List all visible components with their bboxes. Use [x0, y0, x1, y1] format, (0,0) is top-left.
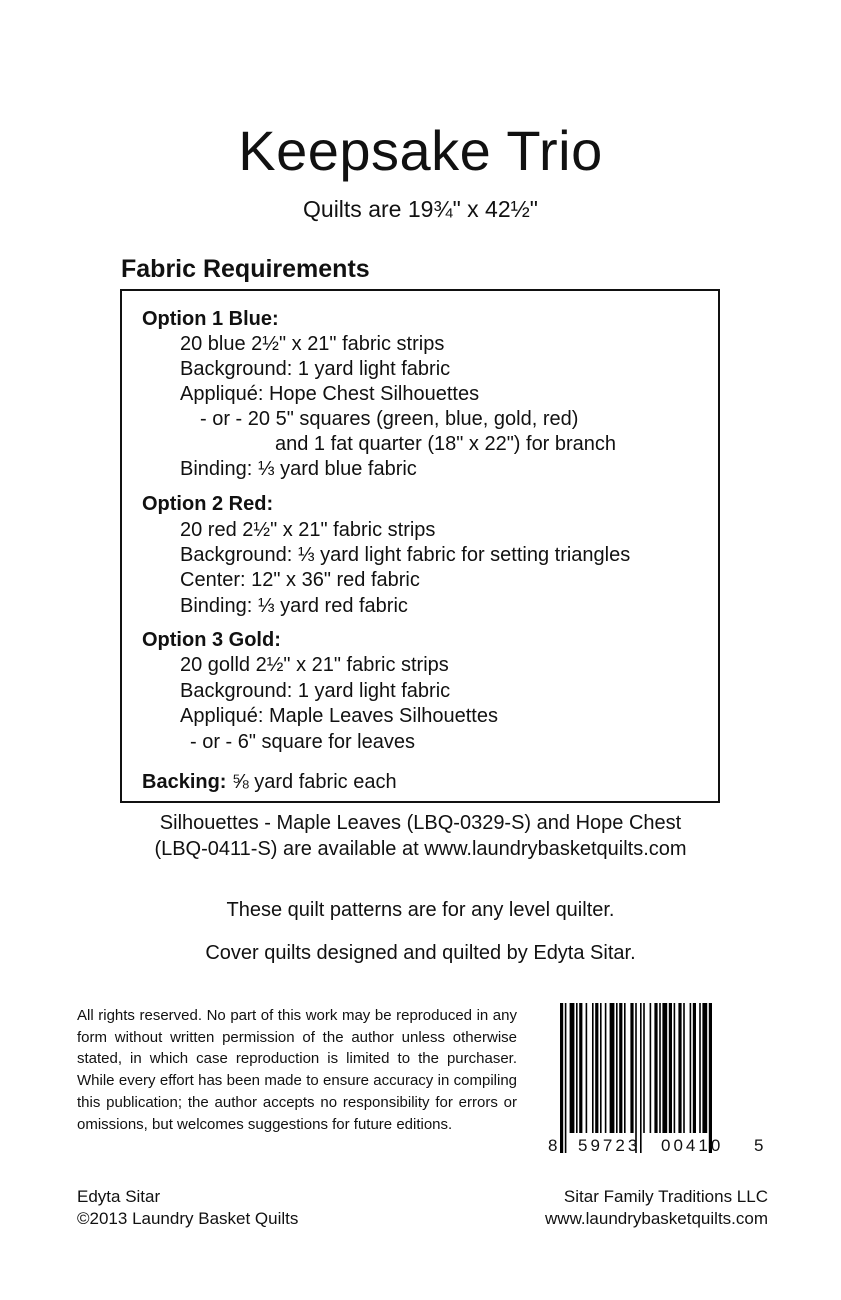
- silhouettes-note-line-2: (LBQ-0411-S) are available at www.laundrybasketquilts.com: [154, 838, 687, 860]
- option-3-line: 20 golld 2½" x 21" fabric strips: [180, 654, 449, 676]
- barcode-bar: [690, 1003, 692, 1133]
- barcode-bar: [702, 1003, 707, 1133]
- barcode-bar: [635, 1003, 637, 1153]
- barcode-bar: [674, 1003, 676, 1133]
- barcode-digit-left: 8: [548, 1136, 558, 1155]
- option-2-line: 20 red 2½" x 21" fabric strips: [180, 519, 436, 541]
- fabric-requirements-heading: Fabric Requirements: [121, 255, 370, 283]
- option-1-line: Appliqué: Hope Chest Silhouettes: [180, 383, 480, 405]
- barcode-bar: [592, 1003, 594, 1133]
- footer-company: Sitar Family Traditions LLC: [563, 1187, 768, 1206]
- backing-line: [142, 770, 397, 794]
- barcode-digits-group-2: 00410: [661, 1136, 724, 1155]
- barcode-graphic: [548, 1003, 766, 1158]
- barcode-bar: [678, 1003, 681, 1133]
- barcode-bar: [624, 1003, 626, 1133]
- option-1-label: Option 1 Blue:: [142, 308, 279, 330]
- barcode-bar: [595, 1003, 598, 1133]
- fabric-requirements-box: [120, 289, 720, 803]
- footer-copyright: ©2013 Laundry Basket Quilts: [77, 1209, 299, 1228]
- barcode-bar: [610, 1003, 615, 1133]
- option-1-line: Binding: ⅓ yard blue fabric: [180, 458, 417, 480]
- barcode-bar: [565, 1003, 567, 1153]
- option-2-line: Center: 12" x 36" red fabric: [180, 569, 420, 591]
- barcode-bar: [576, 1003, 578, 1133]
- barcode-bar: [619, 1003, 622, 1133]
- copyright-notice: All rights reserved. No part of this work may be reproduced in any form without written permission of the author unless otherwise stated, in which case reproduction is limited to the purchaser. While every effort has been made to ensure accuracy in compiling this publication; the author accepts no responsibility for errors or omissions, but welcomes suggestions for future editions.: [77, 1007, 517, 1133]
- barcode-bar: [659, 1003, 661, 1133]
- barcode-bar: [560, 1003, 563, 1153]
- option-2-label: Option 2 Red:: [142, 493, 274, 515]
- barcode-digits-group-1: 59723: [578, 1136, 641, 1155]
- barcode-bar: [586, 1003, 588, 1133]
- barcode-bar: [709, 1003, 712, 1153]
- option-3-line: Background: 1 yard light fabric: [180, 680, 451, 702]
- barcode-bar: [600, 1003, 602, 1133]
- barcode-bar: [643, 1003, 645, 1133]
- barcode-bar: [669, 1003, 672, 1133]
- footer-author: Edyta Sitar: [77, 1187, 161, 1206]
- barcode-digit-right: 5: [754, 1136, 764, 1155]
- option-3-line: - or - 6" square for leaves: [190, 731, 415, 753]
- backing-label: Backing:: [142, 771, 227, 793]
- barcode-bar: [699, 1003, 701, 1133]
- option-3-line: Appliqué: Maple Leaves Silhouettes: [180, 705, 498, 727]
- option-1-line: 20 blue 2½" x 21" fabric strips: [180, 333, 445, 355]
- footer-website: www.laundrybasketquilts.com: [545, 1209, 768, 1228]
- design-note: Cover quilts designed and quilted by Edyta Sitar.: [205, 942, 636, 964]
- backing-value: ⅝ yard fabric each: [232, 771, 397, 793]
- barcode: [548, 1003, 766, 1158]
- page-title: Keepsake Trio: [238, 119, 603, 182]
- option-2-line: Binding: ⅓ yard red fabric: [180, 595, 408, 617]
- barcode-bar: [640, 1003, 642, 1153]
- option-1-line: Background: 1 yard light fabric: [180, 358, 451, 380]
- option-2-line: Background: ⅓ yard light fabric for setting triangles: [180, 544, 631, 566]
- barcode-bar: [605, 1003, 607, 1133]
- option-3-label: Option 3 Gold:: [142, 629, 281, 651]
- silhouettes-note-line-1: Silhouettes - Maple Leaves (LBQ-0329-S) and Hope Chest: [159, 812, 682, 834]
- option-1-line: and 1 fat quarter (18" x 22") for branch: [275, 433, 617, 455]
- quilt-size-subtitle: Quilts are 19¾" x 42½": [303, 196, 538, 222]
- option-1-line: - or - 20 5" squares (green, blue, gold, red): [200, 408, 579, 430]
- barcode-bar: [616, 1003, 618, 1133]
- barcode-bar: [630, 1003, 633, 1133]
- barcode-bar: [570, 1003, 575, 1133]
- level-note: These quilt patterns are for any level quilter.: [226, 899, 615, 921]
- barcode-bar: [654, 1003, 657, 1133]
- barcode-bar: [662, 1003, 667, 1133]
- barcode-bar: [693, 1003, 696, 1133]
- barcode-bar: [650, 1003, 652, 1133]
- barcode-bar: [579, 1003, 582, 1133]
- barcode-bar: [683, 1003, 685, 1133]
